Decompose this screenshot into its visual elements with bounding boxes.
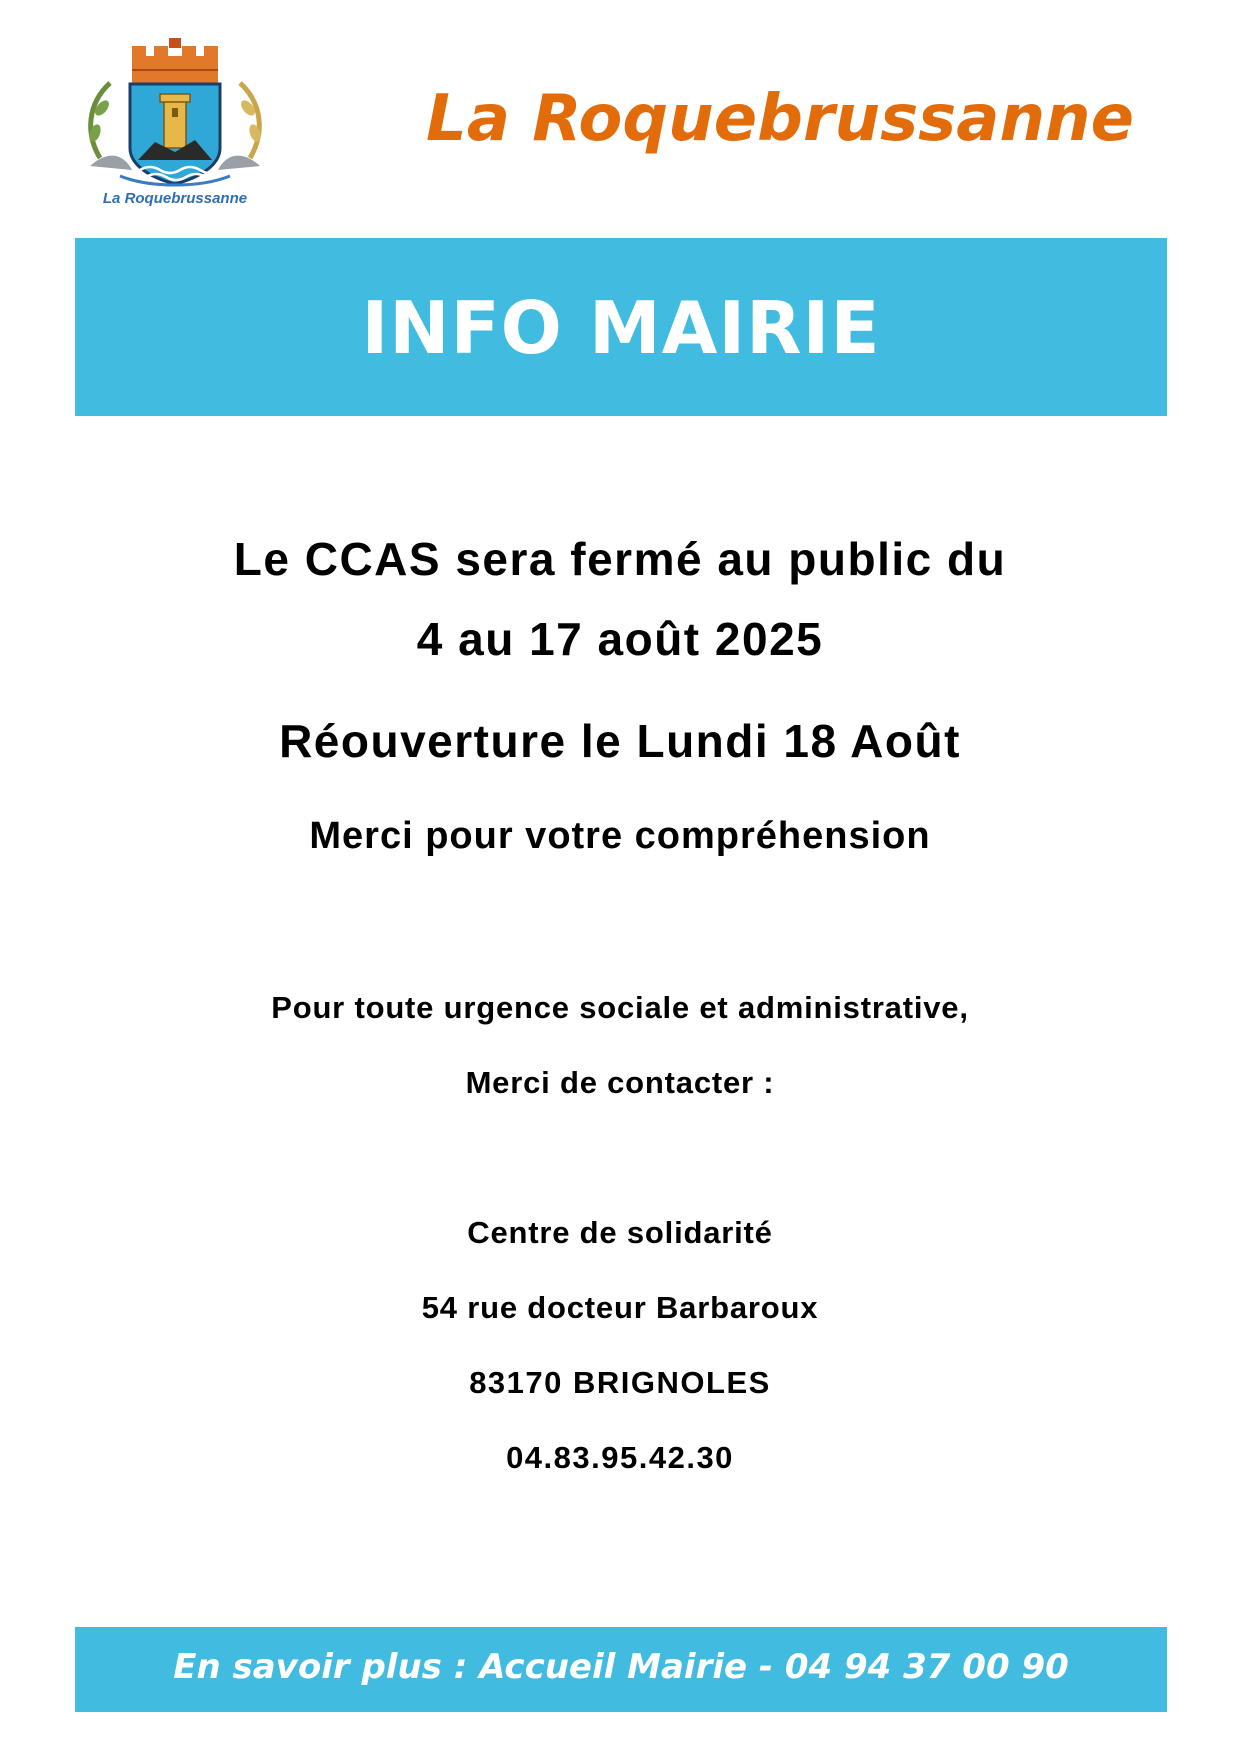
contact-city: 83170 BRIGNOLES	[469, 1365, 771, 1400]
contact-phone: 04.83.95.42.30	[506, 1440, 734, 1475]
contact-prompt: Merci de contacter :	[465, 1065, 775, 1100]
emergency-intro: Pour toute urgence sociale et administrative,	[271, 990, 969, 1025]
info-banner	[75, 238, 1167, 416]
footer-banner	[75, 1627, 1167, 1712]
closure-notice-dates: 4 au 17 août 2025	[416, 613, 824, 665]
contact-name: Centre de solidarité	[467, 1215, 773, 1250]
contact-street: 54 rue docteur Barbaroux	[421, 1290, 819, 1325]
thanks-message: Merci pour votre compréhension	[309, 815, 931, 857]
footer-text: En savoir plus : Accueil Mairie - 04 94 37 00 90	[173, 1647, 1069, 1687]
town-coat-of-arms-logo	[80, 38, 270, 213]
banner-title: INFO MAIRIE	[361, 286, 881, 370]
coat-of-arms-icon	[80, 38, 270, 188]
logo-caption: La Roquebrussanne	[102, 190, 248, 207]
closure-notice-line-1: Le CCAS sera fermé au public du	[233, 533, 1007, 585]
reopening-notice: Réouverture le Lundi 18 Août	[279, 715, 961, 767]
town-name-title: La Roquebrussanne	[426, 82, 1134, 156]
